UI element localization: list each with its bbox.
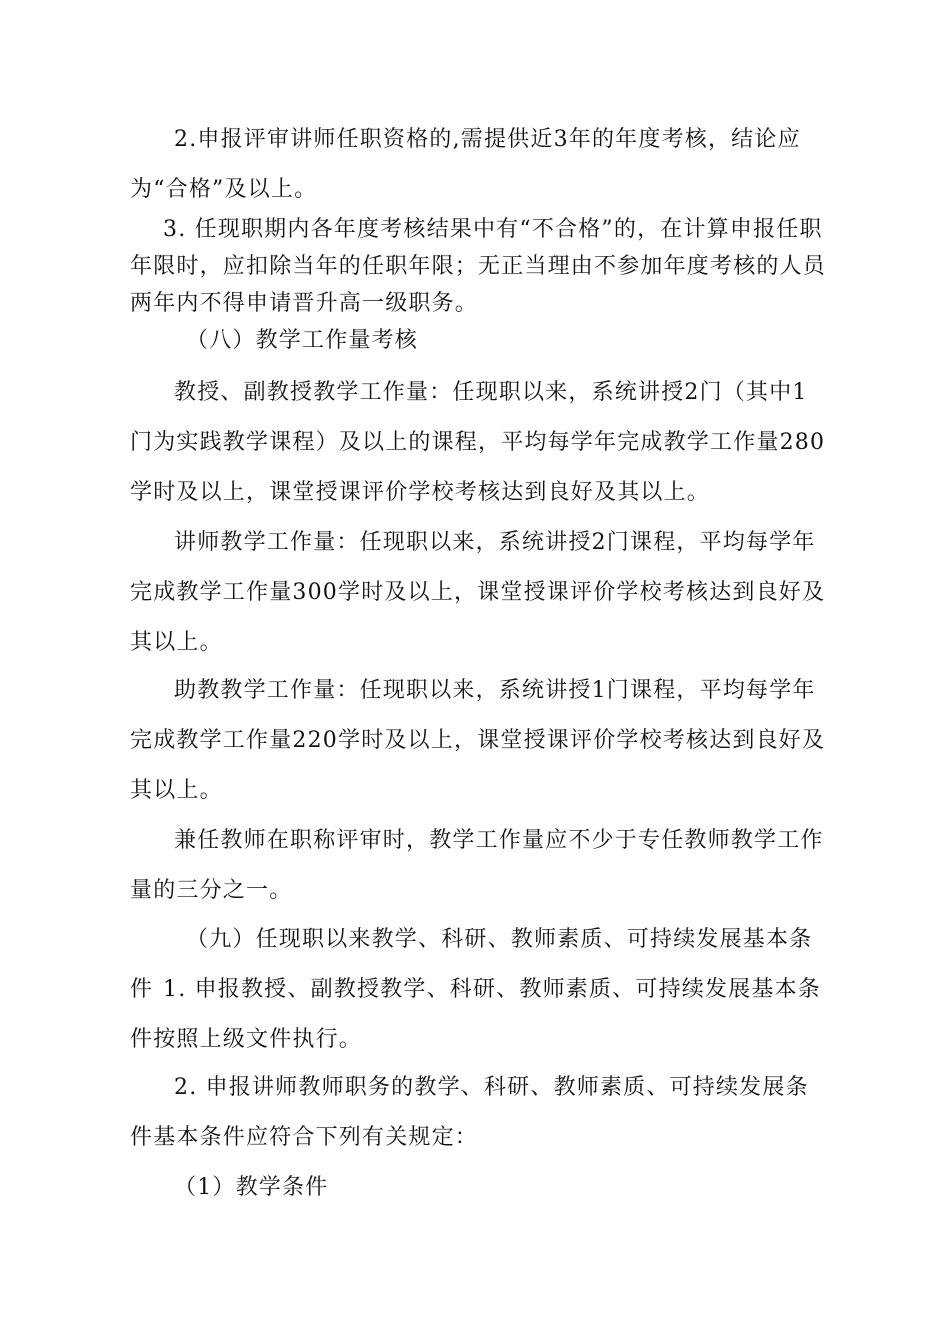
paragraph-annual-review-lecturer: 2.申报评审讲师任职资格的,需提供近3年的年度考核，结论应为“合格”及以上。: [130, 127, 801, 202]
paragraph-assistant-workload: 助教教学工作量：任现职以来，系统讲授1门课程，平均每学年完成教学工作量220学时及以上，课堂授课评价学校考核达到良好及其以上。: [130, 678, 826, 803]
paragraph-professor-conditions: 1. 申报教授、副教授教学、科研、教师素质、可持续发展基本条件按照上级文件执行。: [130, 977, 821, 1052]
paragraph-lecturer-workload: 讲师教学工作量：任现职以来，系统讲授2门课程，平均每学年完成教学工作量300学时及以上，课堂授课评价学校考核达到良好及其以上。: [130, 530, 826, 655]
paragraph-unqualified-review: 3. 任现职期内各年度考核结果中有“不合格”的，在计算申报任职年限时，应扣除当年的任职年限；无正当理由不参加年度考核的人员两年内不得申请晋升高一级职务。: [130, 217, 827, 316]
paragraph-parttime-workload: 兼任教师在职称评审时，教学工作量应不少于专任教师教学工作量的三分之一。: [130, 828, 824, 903]
section-heading-teaching-workload: （八）教学工作量考核: [186, 328, 419, 353]
section-heading-basic-conditions: （九）任现职以来教学、科研、教师素质、可持续发展基本条件: [130, 927, 813, 1002]
paragraph-professor-workload: 教授、副教授教学工作量：任现职以来，系统讲授2门（其中1门为实践教学课程）及以上的课程，平均每学年完成教学工作量280学时及以上，课堂授课评价学校考核达到良好及其以上。: [130, 380, 826, 505]
subheading-teaching-conditions: （1）教学条件: [174, 1175, 329, 1200]
paragraph-lecturer-conditions: 2. 申报讲师教师职务的教学、科研、教师素质、可持续发展条件基本条件应符合下列有关规定：: [130, 1075, 809, 1150]
